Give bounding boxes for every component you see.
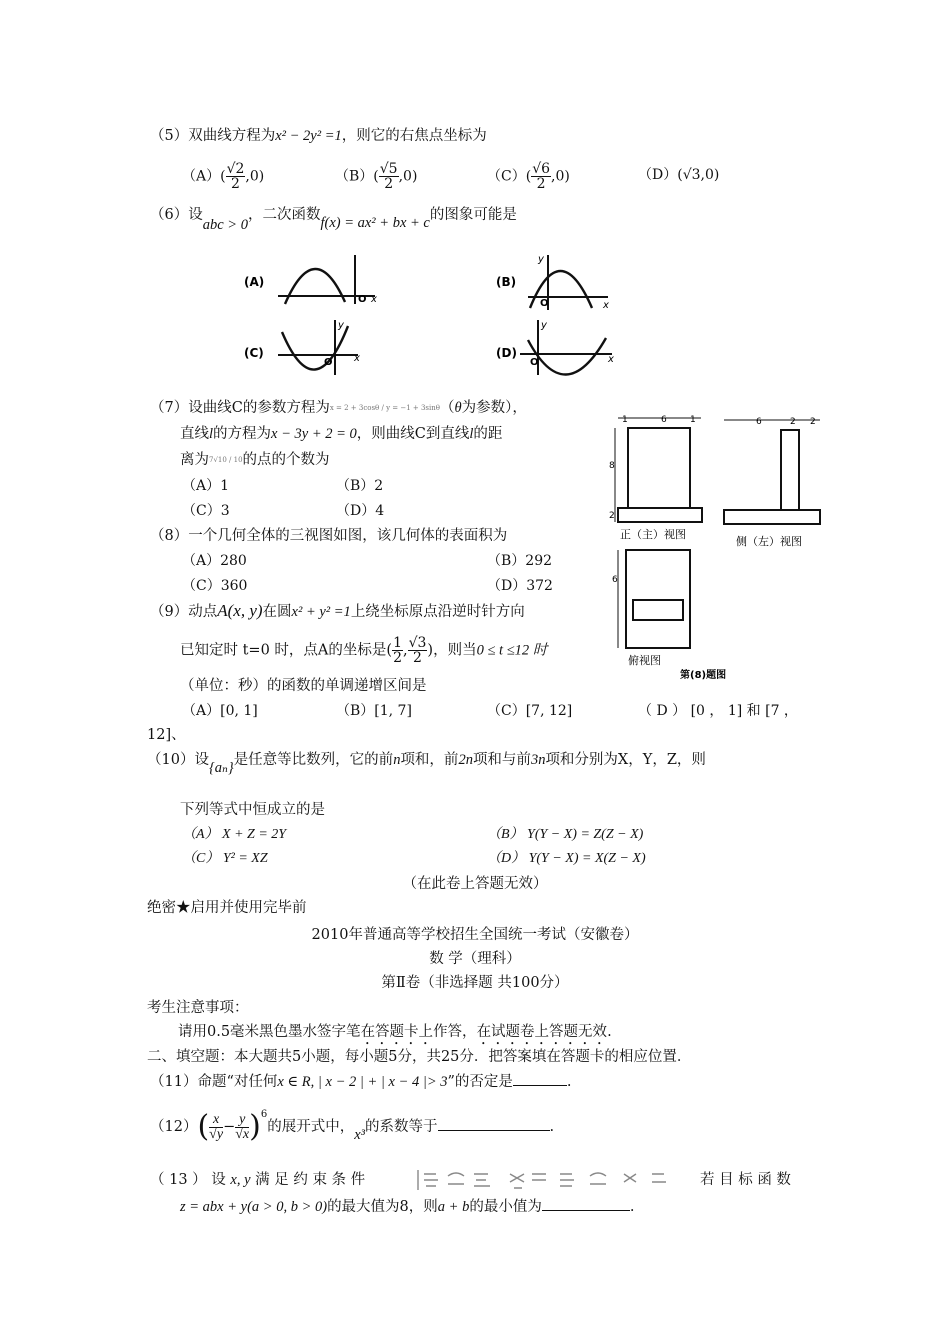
q7-option-a: （A）1 bbox=[182, 478, 230, 494]
q5-option-label: （D） bbox=[638, 167, 678, 183]
q6-graph-d-label: (D) bbox=[496, 346, 517, 360]
q7-line-symbol: l bbox=[209, 426, 214, 442]
q12-period: . bbox=[549, 1119, 555, 1135]
q6-stem-tail: 的图象可能是 bbox=[429, 207, 517, 223]
q13-text: 的最小值为 bbox=[469, 1199, 542, 1215]
q9-fraction-1 bbox=[392, 636, 403, 665]
q13-variables: x, y bbox=[230, 1172, 251, 1188]
confidential-mark: 绝密★启用并使用完毕前 bbox=[147, 900, 307, 916]
q6-stem-mid: ，二次函数 bbox=[247, 207, 321, 223]
q7-distance-value: 7√10 / 10 bbox=[209, 456, 243, 464]
side-view-label: 侧（左）视图 bbox=[736, 535, 802, 548]
q5-option-tail: ,0) bbox=[245, 168, 265, 185]
q13-objective: z = abx + y(a > 0, b > 0) bbox=[180, 1199, 328, 1215]
q12-answer-blank[interactable] bbox=[438, 1116, 550, 1131]
q12-text: （12） bbox=[150, 1119, 198, 1135]
q6-graph-d-y-label: y bbox=[541, 320, 547, 331]
q6-graph-d bbox=[496, 320, 614, 375]
q10-text: 项和分别为X，Y，Z，则 bbox=[545, 752, 706, 768]
q11 bbox=[150, 1071, 572, 1092]
q10-option-d: （D） Y(Y − X) = X(Z − X) bbox=[487, 851, 646, 866]
q7-option-d: （D）4 bbox=[336, 503, 385, 519]
denominator: 2 bbox=[393, 650, 402, 666]
q7-text: 离为 bbox=[180, 452, 209, 468]
q7-text: 直线 bbox=[180, 426, 209, 442]
q6-graphs bbox=[230, 240, 650, 385]
q9-line-2: 已知定时 t=0 时，点A的坐标是( $\frac{1}{2}$ , $\frac{√3}{2}$ )，则当0 ≤ t ≤12 时 bbox=[180, 635, 548, 666]
q9-text: 已知定时 t=0 时，点A的坐标是 bbox=[180, 642, 387, 659]
q9-option-a: （A）[0, 1] bbox=[182, 703, 258, 719]
numerator: x bbox=[209, 1113, 223, 1128]
notice-text bbox=[178, 1022, 612, 1048]
q6-stem bbox=[150, 205, 517, 233]
dim-front-d: 8 bbox=[609, 461, 615, 471]
q13-text: 满 足 约 束 条 件 bbox=[255, 1172, 366, 1188]
q10-n: n bbox=[393, 752, 401, 768]
q9-fraction-2 bbox=[408, 636, 428, 665]
dim-side-f: 6 bbox=[756, 417, 762, 427]
q5-equation: x² − 2y² =1 bbox=[275, 128, 342, 144]
q7-line-equation: x − 3y + 2 = 0 bbox=[271, 426, 357, 442]
q12-operator: − bbox=[223, 1119, 236, 1135]
front-view bbox=[609, 415, 702, 541]
denominator: 2 bbox=[384, 176, 394, 192]
q12-fraction-right bbox=[235, 1113, 249, 1142]
q10-sequence: {aₙ} bbox=[208, 760, 234, 776]
q13-constraint-graphic bbox=[414, 1168, 694, 1192]
q13-text: 的最大值为8，则 bbox=[327, 1199, 438, 1215]
q8-option-d: （D）372 bbox=[487, 578, 553, 594]
denominator: 2 bbox=[413, 650, 422, 666]
q9-text: （9）动点 bbox=[150, 604, 218, 620]
q6-graph-c bbox=[244, 320, 360, 375]
q5-stem-text: （5）双曲线方程为 bbox=[150, 128, 276, 144]
q7-text: 的点的个数为 bbox=[242, 452, 330, 468]
q7-text-paren: （ bbox=[439, 400, 455, 416]
q10-option-b: （B） Y(Y − X) = Z(Z − X) bbox=[487, 827, 644, 842]
q7-text-tail: 为参数）， bbox=[461, 400, 527, 416]
q6-graph-c-label: (C) bbox=[244, 346, 264, 360]
numerator: y bbox=[235, 1113, 249, 1128]
q13-text-target: 若 目 标 函 数 bbox=[700, 1172, 791, 1188]
answer-invalid-note: （在此卷上答题无效） bbox=[402, 876, 548, 892]
volume-title: 第Ⅱ卷（非选择题 共100分） bbox=[381, 975, 569, 991]
q6-graph-d-origin: O bbox=[530, 357, 539, 368]
q12-fraction-left bbox=[209, 1113, 223, 1142]
q11-text: ”的否定是 bbox=[447, 1074, 513, 1090]
notice-title: 考生注意事项： bbox=[147, 1000, 249, 1016]
q13-answer-blank[interactable] bbox=[542, 1196, 630, 1211]
q6-graph-b-origin: O bbox=[540, 298, 549, 309]
notice-text-c: 作答， bbox=[433, 1024, 477, 1040]
notice-text-d: 在试题卷上答题无效 bbox=[476, 1024, 608, 1040]
dim-front-a: 1 bbox=[622, 415, 628, 425]
numerator: √2 bbox=[226, 161, 245, 177]
q5-option-c: （C）( $\frac{√6}{2}$ ,0) bbox=[487, 161, 570, 192]
q7-line-2 bbox=[180, 424, 502, 444]
denominator: 2 bbox=[536, 176, 546, 192]
q11-expression: x ∈ R, | x − 2 | + | x − 4 |> 3 bbox=[277, 1074, 448, 1090]
q12-exponent: 6 bbox=[260, 1109, 268, 1121]
q12-left-paren: ( bbox=[197, 1109, 210, 1144]
dim-side-g: 2 bbox=[790, 417, 796, 427]
q6-function: f(x) = ax² + bx + c bbox=[320, 215, 430, 231]
q5-option-d bbox=[638, 165, 719, 185]
q12-text: 的展开式中， bbox=[267, 1119, 355, 1135]
q8-stem: （8）一个几何全体的三视图如图，该几何体的表面积为 bbox=[150, 528, 508, 544]
q9-time-range: 0 ≤ t ≤12 时 bbox=[476, 642, 548, 659]
q5-option-label: （C） bbox=[487, 168, 526, 185]
q13-text: （ 13 ） 设 bbox=[150, 1172, 226, 1188]
q10-option-a: （A） X + Z = 2Y bbox=[182, 827, 287, 842]
q13-period: . bbox=[629, 1199, 635, 1215]
q13-line-1 bbox=[150, 1170, 365, 1190]
q6-graph-a-x-label: x bbox=[371, 294, 377, 305]
q6-graph-b-label: (B) bbox=[496, 275, 517, 289]
q9-point: A(x, y) bbox=[217, 601, 263, 620]
subject-title: 数 学（理科） bbox=[429, 951, 521, 967]
notice-text-b: 在答题卡上 bbox=[360, 1024, 434, 1040]
q6-stem-text: （6）设 bbox=[150, 207, 203, 223]
q5-option-fraction bbox=[379, 162, 399, 191]
top-view bbox=[612, 550, 726, 681]
q7-text: 的方程为 bbox=[213, 426, 272, 442]
q5-option-tail: ,0) bbox=[551, 168, 570, 185]
notice-text-e: . bbox=[607, 1024, 612, 1040]
q10-2n: 2n bbox=[458, 752, 473, 768]
q7-text: （7）设曲线C的参数方程为 bbox=[150, 400, 330, 416]
q7-line-3 bbox=[180, 450, 330, 470]
q7-theta: θ bbox=[454, 400, 462, 416]
q7-line-1 bbox=[150, 398, 527, 418]
q12-right-paren: ) bbox=[249, 1109, 261, 1144]
q9-option-b: （B）[1, 7] bbox=[336, 703, 412, 719]
q8-option-a: （A）280 bbox=[182, 553, 247, 569]
q11-period: . bbox=[566, 1074, 572, 1090]
q7-parametric-equation: x = 2 + 3cosθ / y = −1 + 3sinθ bbox=[329, 404, 440, 412]
q12 bbox=[150, 1109, 555, 1144]
q5-option-text: (√3,0) bbox=[677, 167, 720, 183]
denominator: √x bbox=[235, 1126, 250, 1142]
q8-option-c: （C）360 bbox=[182, 578, 248, 594]
q9-text: 在圆 bbox=[262, 604, 292, 620]
top-view-label: 俯视图 bbox=[628, 654, 661, 667]
denominator: 2 bbox=[231, 176, 240, 192]
section-2-header: 二、填空题：本大题共5小题，每小题5分，共25分．把答案填在答题卡的相应位置． bbox=[147, 1049, 692, 1065]
q9-text: ，则当 bbox=[433, 642, 477, 659]
q5-option-a: （A）( $\frac{√2}{2}$ ,0) bbox=[182, 161, 265, 192]
q5-stem bbox=[150, 126, 487, 146]
figure-caption: 第(8)题图 bbox=[680, 670, 727, 681]
q5-option-label: （B） bbox=[335, 168, 374, 185]
q7-option-b: （B）2 bbox=[336, 478, 384, 494]
q9-option-d-wrap: 12]、 bbox=[147, 727, 186, 743]
q6-graph-c-origin: O bbox=[324, 357, 333, 368]
q11-answer-blank[interactable] bbox=[513, 1071, 567, 1086]
q6-condition: abc > 0 bbox=[202, 217, 248, 233]
notice-text-a: 请用0.5毫米黑色墨水签字笔 bbox=[178, 1024, 361, 1040]
q6-graph-a-label: (A) bbox=[244, 275, 265, 289]
q5-stem-tail: ，则它的右焦点坐标为 bbox=[341, 128, 487, 144]
q6-graph-a-origin: O bbox=[358, 294, 367, 305]
q9-line-1 bbox=[150, 601, 525, 622]
q9-circle-equation: x² + y² =1 bbox=[291, 604, 351, 620]
q5-option-label: （A） bbox=[182, 168, 221, 185]
q7-text: ，则曲线C到直线 bbox=[356, 426, 470, 442]
dim-side-h: 2 bbox=[810, 417, 816, 427]
q13-sum: a + b bbox=[437, 1199, 470, 1215]
q10-text: 是任意等比数列，它的前 bbox=[233, 752, 394, 768]
q10-text: 项和，前 bbox=[400, 752, 459, 768]
dim-front-e: 2 bbox=[609, 511, 615, 521]
q9-line-3: （单位：秒）的函数的单调递增区间是 bbox=[180, 678, 427, 694]
three-view-figure bbox=[606, 410, 830, 686]
q8-option-b: （B）292 bbox=[487, 553, 553, 569]
q7-line-symbol: l bbox=[469, 426, 474, 442]
q5-option-fraction bbox=[531, 162, 551, 191]
front-view-label: 正（主）视图 bbox=[620, 528, 686, 541]
dim-front-c: 1 bbox=[690, 415, 696, 425]
side-view bbox=[724, 417, 820, 548]
dim-top-i: 6 bbox=[612, 575, 618, 585]
q10-option-c: （C） Y² = XZ bbox=[182, 851, 268, 866]
q10-line-2: 下列等式中恒成立的是 bbox=[180, 802, 325, 818]
q5-option-fraction bbox=[226, 162, 246, 191]
q10-text: 项和与前 bbox=[472, 752, 531, 768]
q6-graph-b-y-label: y bbox=[538, 254, 544, 265]
q6-graph-c-x-label: x bbox=[354, 353, 360, 364]
q7-text: 的距 bbox=[473, 426, 503, 442]
q7-option-c: （C）3 bbox=[182, 503, 230, 519]
q10-text: （10）设 bbox=[147, 752, 209, 768]
q9-option-d: （ D ） [0 ， 1] 和 [7 ， bbox=[638, 703, 798, 719]
q6-graph-c-y-label: y bbox=[338, 320, 344, 331]
q5-option-tail: ,0) bbox=[398, 168, 418, 185]
q9-option-c: （C）[7, 12] bbox=[487, 703, 573, 719]
numerator: 1 bbox=[393, 635, 402, 651]
numerator: √3 bbox=[408, 635, 427, 651]
q6-graph-b bbox=[496, 254, 609, 311]
numerator: √6 bbox=[532, 161, 551, 177]
q10-3n: 3n bbox=[530, 752, 546, 768]
q9-text: 上绕坐标原点沿逆时针方向 bbox=[350, 604, 525, 620]
dim-front-b: 6 bbox=[661, 415, 667, 425]
denominator: √y bbox=[209, 1126, 224, 1142]
q10-line-1 bbox=[147, 750, 706, 776]
q12-text: 的系数等于 bbox=[365, 1119, 438, 1135]
q6-graph-b-x-label: x bbox=[603, 300, 609, 311]
q12-term: x³ bbox=[354, 1127, 366, 1143]
q5-option-b: （B）( $\frac{√5}{2}$ ,0) bbox=[335, 161, 418, 192]
exam-title: 2010年普通高等学校招生全国统一考试（安徽卷） bbox=[311, 927, 639, 943]
q6-graph-d-x-label: x bbox=[608, 354, 614, 365]
q13-line-2 bbox=[180, 1196, 634, 1217]
q11-text: （11）命题“对任何 bbox=[150, 1074, 278, 1090]
numerator: √5 bbox=[379, 161, 398, 177]
q6-graph-a bbox=[244, 255, 377, 305]
